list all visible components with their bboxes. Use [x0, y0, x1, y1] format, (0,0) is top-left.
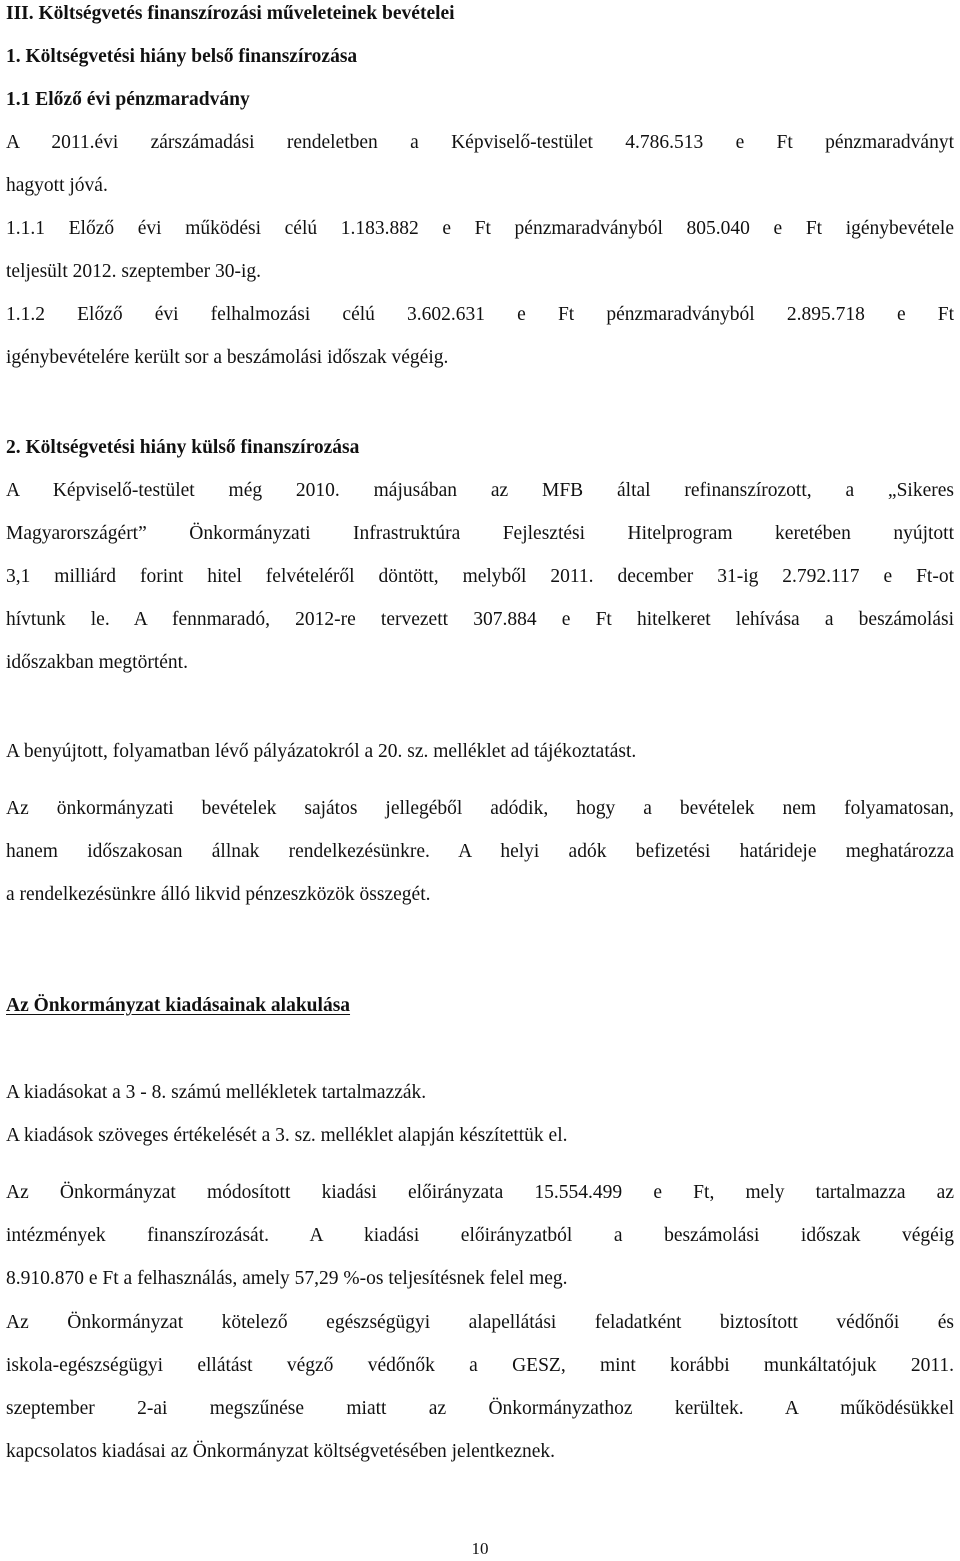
- paragraph-line: igénybevételére került sor a beszámolási időszak végéig.: [6, 347, 449, 368]
- paragraph-line: A Képviselő-testület még 2010. májusában az MFB által refinanszírozott, a „Sikeres: [6, 480, 954, 501]
- paragraph-line: a rendelkezésünkre álló likvid pénzeszközök összegét.: [6, 884, 431, 905]
- paragraph-line: 8.910.870 e Ft a felhasználás, amely 57,29 %-os teljesítésnek felel meg.: [6, 1268, 568, 1289]
- page-number: 10: [471, 1539, 489, 1558]
- paragraph-line: hívtunk le. A fennmaradó, 2012-re tervezett 307.884 e Ft hitelkeret lehívása a beszámolási: [6, 609, 954, 630]
- paragraph-line: intézmények finanszírozását. A kiadási előirányzatból a beszámolási időszak végéig: [6, 1225, 954, 1246]
- paragraph-line: A 2011.évi zárszámadási rendeletben a Képviselő-testület 4.786.513 e Ft pénzmaradványt: [6, 132, 954, 153]
- paragraph-line: Az Önkormányzat módosított kiadási előirányzata 15.554.499 e Ft, mely tartalmazza az: [6, 1182, 954, 1203]
- subheading-external-financing: 2. Költségvetési hiány külső finanszírozása: [6, 437, 360, 458]
- paragraph-line: Az önkormányzati bevételek sajátos jellegéből adódik, hogy a bevételek nem folyamatosan,: [6, 798, 954, 819]
- paragraph-line: teljesült 2012. szeptember 30-ig.: [6, 261, 262, 282]
- expenses-heading: Az Önkormányzat kiadásainak alakulása: [6, 995, 351, 1016]
- paragraph-line: kapcsolatos kiadásai az Önkormányzat költségvetésében jelentkeznek.: [6, 1441, 556, 1462]
- paragraph-line: iskola-egészségügyi ellátást végző védőnők a GESZ, mint korábbi munkáltatójuk 2011.: [6, 1355, 954, 1376]
- paragraph-line: A kiadásokat a 3 - 8. számú mellékletek tartalmazzák.: [6, 1082, 427, 1103]
- subheading-internal-financing: 1. Költségvetési hiány belső finanszírozása: [6, 46, 358, 67]
- paragraph-line: 3,1 milliárd forint hitel felvételéről döntött, melyből 2011. december 31-ig 2.792.117 e Ft-ot: [6, 566, 954, 587]
- paragraph-line: Az Önkormányzat kötelező egészségügyi alapellátási feladatként biztosított védőnői és: [6, 1312, 954, 1333]
- paragraph-line: 1.1.1 Előző évi működési célú 1.183.882 e Ft pénzmaradványból 805.040 e Ft igénybevétele: [6, 218, 954, 239]
- paragraph-line: A benyújtott, folyamatban lévő pályázatokról a 20. sz. melléklet ad tájékoztatást.: [6, 741, 637, 762]
- paragraph-line: hagyott jóvá.: [6, 175, 108, 196]
- paragraph-line: A kiadások szöveges értékelését a 3. sz. melléklet alapján készítettük el.: [6, 1125, 568, 1146]
- paragraph-line: szeptember 2-ai megszűnése miatt az Önkormányzathoz kerültek. A működésükkel: [6, 1398, 954, 1419]
- paragraph-line: időszakban megtörtént.: [6, 652, 188, 673]
- paragraph-line: 1.1.2 Előző évi felhalmozási célú 3.602.631 e Ft pénzmaradványból 2.895.718 e Ft: [6, 304, 954, 325]
- section-heading: III. Költségvetés finanszírozási műveleteinek bevételei: [6, 3, 455, 24]
- subheading-prior-year-residue: 1.1 Előző évi pénzmaradvány: [6, 89, 250, 110]
- paragraph-line: hanem időszakosan állnak rendelkezésünkre. A helyi adók befizetési határideje meghatározza: [6, 841, 954, 862]
- paragraph-line: Magyarországért” Önkormányzati Infrastruktúra Fejlesztési Hitelprogram keretében nyújtott: [6, 523, 954, 544]
